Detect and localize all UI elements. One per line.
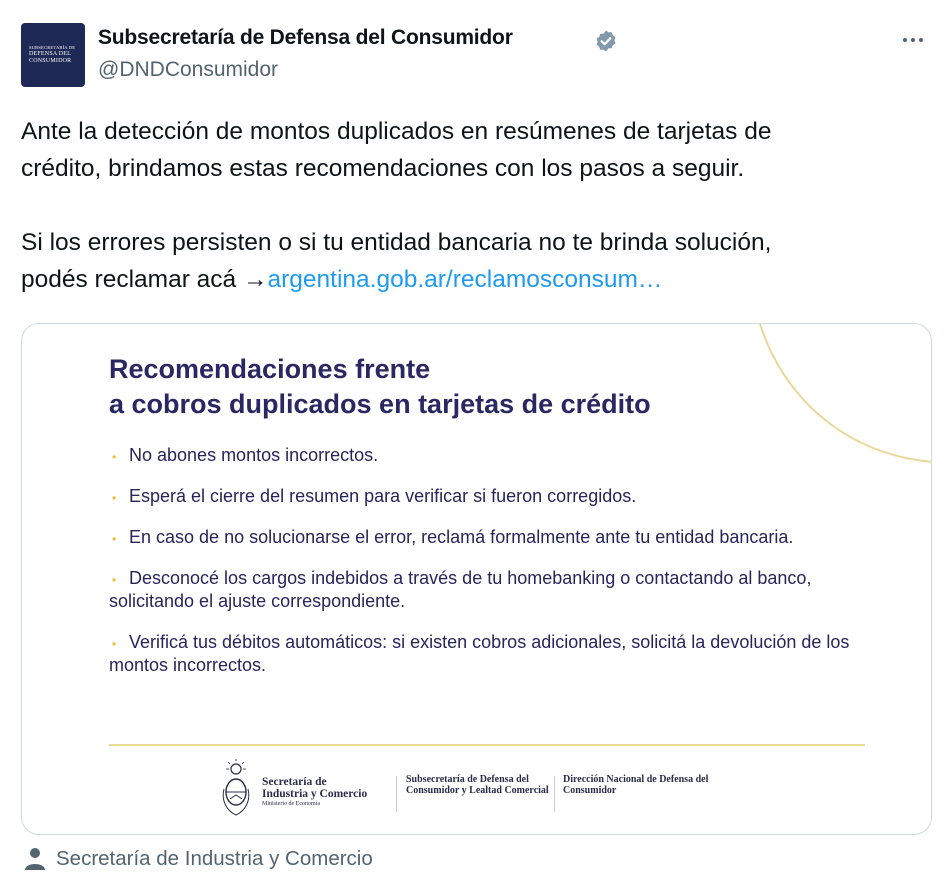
tweet-text-line-4 xyxy=(21,261,921,298)
bullet-icon: • xyxy=(112,450,117,464)
bullet-icon: • xyxy=(112,637,117,651)
tweet-link[interactable]: argentina.gob.ar/reclamosconsum… xyxy=(267,266,663,293)
recommendation-text: No abones montos incorrectos. xyxy=(129,445,379,465)
bullet-icon: • xyxy=(112,532,117,546)
verified-badge-icon xyxy=(594,29,618,53)
card-title xyxy=(109,352,651,422)
attribution-name[interactable]: Secretaría de Industria y Comercio xyxy=(56,847,373,870)
tweet-text xyxy=(21,113,921,298)
avatar-line-1: SUBSECRETARÍA DE xyxy=(29,45,76,50)
recommendation-item xyxy=(109,631,869,677)
recommendation-text: Esperá el cierre del resumen para verificar si fueron corregidos. xyxy=(129,486,637,506)
tweet-text-line-3: Si los errores persisten o si tu entidad bancaria no te brinda solución, xyxy=(21,229,772,256)
display-name[interactable]: Subsecretaría de Defensa del Consumidor xyxy=(98,26,513,49)
recommendation-text: Desconocé los cargos indebidos a través de tu homebanking o contactando al banco, solicitando el ajuste correspondiente. xyxy=(109,568,812,611)
recommendation-text: En caso de no solucionarse el error, reclamá formalmente ante tu entidad bancaria. xyxy=(129,527,794,547)
recommendation-item xyxy=(109,485,869,508)
recommendations-list xyxy=(109,444,869,695)
avatar-line-2: DEFENSA DEL xyxy=(29,51,72,57)
secretaria-line-2: Industria y Comercio xyxy=(262,788,368,800)
subsecretaria-logo-text: Subsecretaría de Defensa del Consumidor y Lealtad Comercial xyxy=(406,774,549,796)
direccion-logo-text: Dirección Nacional de Defensa del Consumidor xyxy=(563,774,709,796)
media-card[interactable] xyxy=(21,323,932,835)
recommendation-item xyxy=(109,526,869,549)
coat-of-arms-icon xyxy=(221,759,251,819)
footer-separator xyxy=(396,776,397,812)
tweet-text-line-4-prefix: podés reclamar acá → xyxy=(21,266,268,293)
avatar-line-3: CONSUMIDOR xyxy=(29,58,72,64)
more-options-icon[interactable] xyxy=(903,30,931,50)
recommendation-text: Verificá tus débitos automáticos: si existen cobros adicionales, solicitá la devolución de los montos incorrectos. xyxy=(109,632,850,675)
user-handle[interactable]: @DNDConsumidor xyxy=(98,58,279,81)
media-attribution[interactable] xyxy=(24,845,373,873)
avatar[interactable] xyxy=(21,23,85,87)
ministerio-text: Ministerio de Economía xyxy=(262,801,320,807)
bullet-icon: • xyxy=(112,573,117,587)
tweet-text-line-1: Ante la detección de montos duplicados en resúmenes de tarjetas de xyxy=(21,118,772,145)
secretaria-line-1: Secretaría de xyxy=(262,776,327,788)
bullet-icon: • xyxy=(112,491,117,505)
card-divider xyxy=(109,744,865,746)
recommendation-item xyxy=(109,567,869,613)
secretaria-logo-text xyxy=(262,776,367,808)
person-icon xyxy=(24,847,46,871)
card-title-line-2: a cobros duplicados en tarjetas de crédito xyxy=(109,389,651,419)
footer-separator xyxy=(554,776,555,812)
card-title-line-1: Recomendaciones frente xyxy=(109,354,431,384)
tweet-text-line-2: crédito, brindamos estas recomendaciones con los pasos a seguir. xyxy=(21,155,745,182)
recommendation-item xyxy=(109,444,869,467)
